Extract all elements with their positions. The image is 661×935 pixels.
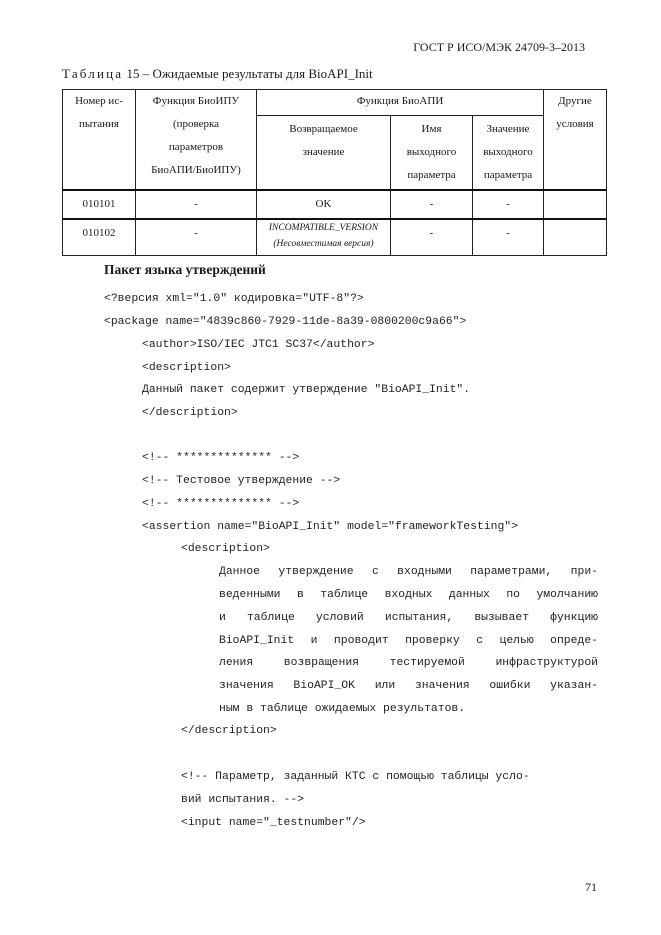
- code-line: <author>ISO/IEC JTC1 SC37</author>: [142, 339, 375, 351]
- code-line: вий испытания. -->: [181, 794, 305, 806]
- cell-ret: [257, 219, 391, 256]
- header-api-function: Функция БиоАПИ: [257, 90, 544, 116]
- code-line: Данное утверждение с входными параметрами, при-: [219, 566, 598, 578]
- code-line: веденными в таблице входных данных по умолчанию: [219, 589, 598, 601]
- table-caption: [62, 66, 373, 82]
- cell-val: -: [473, 190, 544, 219]
- header-bsp-function: Функция БиоИПУ (проверка параметров БиоАПИ/БиоИПУ): [136, 90, 257, 191]
- code-line: </description>: [142, 407, 238, 419]
- header-output-value: Значение выходного параметра: [473, 116, 544, 191]
- cell-val: -: [473, 219, 544, 256]
- code-line: Данный пакет содержит утверждение "BioAPI_Init".: [142, 384, 471, 396]
- code-line: <?версия xml="1.0" кодировка="UTF-8"?>: [104, 293, 364, 305]
- code-line: <package name="4839c860-7929-11de-8a39-0800200c9a66">: [104, 316, 467, 328]
- section-title: Пакет языка утверждений: [104, 262, 266, 277]
- cell-other: [544, 219, 607, 256]
- cell-name: -: [391, 190, 473, 219]
- header-return-value: Возвращаемое значение: [257, 116, 391, 191]
- cell-ret-translation: (Несовместимая версия): [273, 239, 374, 249]
- expected-results-table: [62, 89, 607, 256]
- code-line: <!-- Тестовое утверждение -->: [142, 475, 341, 487]
- cell-num: 010101: [63, 190, 136, 219]
- table-caption-prefix: Таблица: [62, 66, 124, 81]
- header-other-conditions: Другие условия: [544, 90, 607, 191]
- table-row: [63, 219, 607, 256]
- code-line: </description>: [181, 725, 277, 737]
- cell-bsp: -: [136, 190, 257, 219]
- code-line: ным в таблице ожидаемых результатов.: [219, 703, 466, 715]
- cell-name: -: [391, 219, 473, 256]
- code-line: <!-- Параметр, заданный КТС с помощью таблицы усло-: [181, 771, 530, 783]
- code-line: BioAPI_Init и проводит проверку с целью опреде-: [219, 635, 598, 647]
- cell-ret-code: INCOMPATIBLE_VERSION: [268, 223, 379, 233]
- document-header: ГОСТ Р ИСО/МЭК 24709-3–2013: [413, 40, 585, 54]
- code-line: и таблице условий испытания, вызывает функцию: [219, 612, 598, 624]
- code-line: значения BioAPI_OK или значения ошибки указан-: [219, 680, 598, 692]
- code-line: <assertion name="BioAPI_Init" model="frameworkTesting">: [142, 521, 518, 533]
- table-row: [63, 190, 607, 219]
- table-header-row: [63, 90, 607, 116]
- page-number: 71: [585, 880, 597, 894]
- code-line: <description>: [181, 543, 270, 555]
- code-line: <!-- ************** -->: [142, 498, 300, 510]
- code-line: ления возвращения тестируемой инфраструктурой: [219, 657, 598, 669]
- header-test-number: Номер ис- пытания: [63, 90, 136, 191]
- cell-num: 010102: [63, 219, 136, 256]
- code-line: <input name="_testnumber"/>: [181, 817, 366, 829]
- cell-bsp: -: [136, 219, 257, 256]
- cell-other: [544, 190, 607, 219]
- code-line: <!-- ************** -->: [142, 452, 300, 464]
- header-output-name: Имя выходного параметра: [391, 116, 473, 191]
- code-line: <description>: [142, 362, 231, 374]
- cell-ret: OK: [257, 190, 391, 219]
- table-caption-text: 15 – Ожидаемые результаты для BioAPI_Init: [126, 66, 373, 81]
